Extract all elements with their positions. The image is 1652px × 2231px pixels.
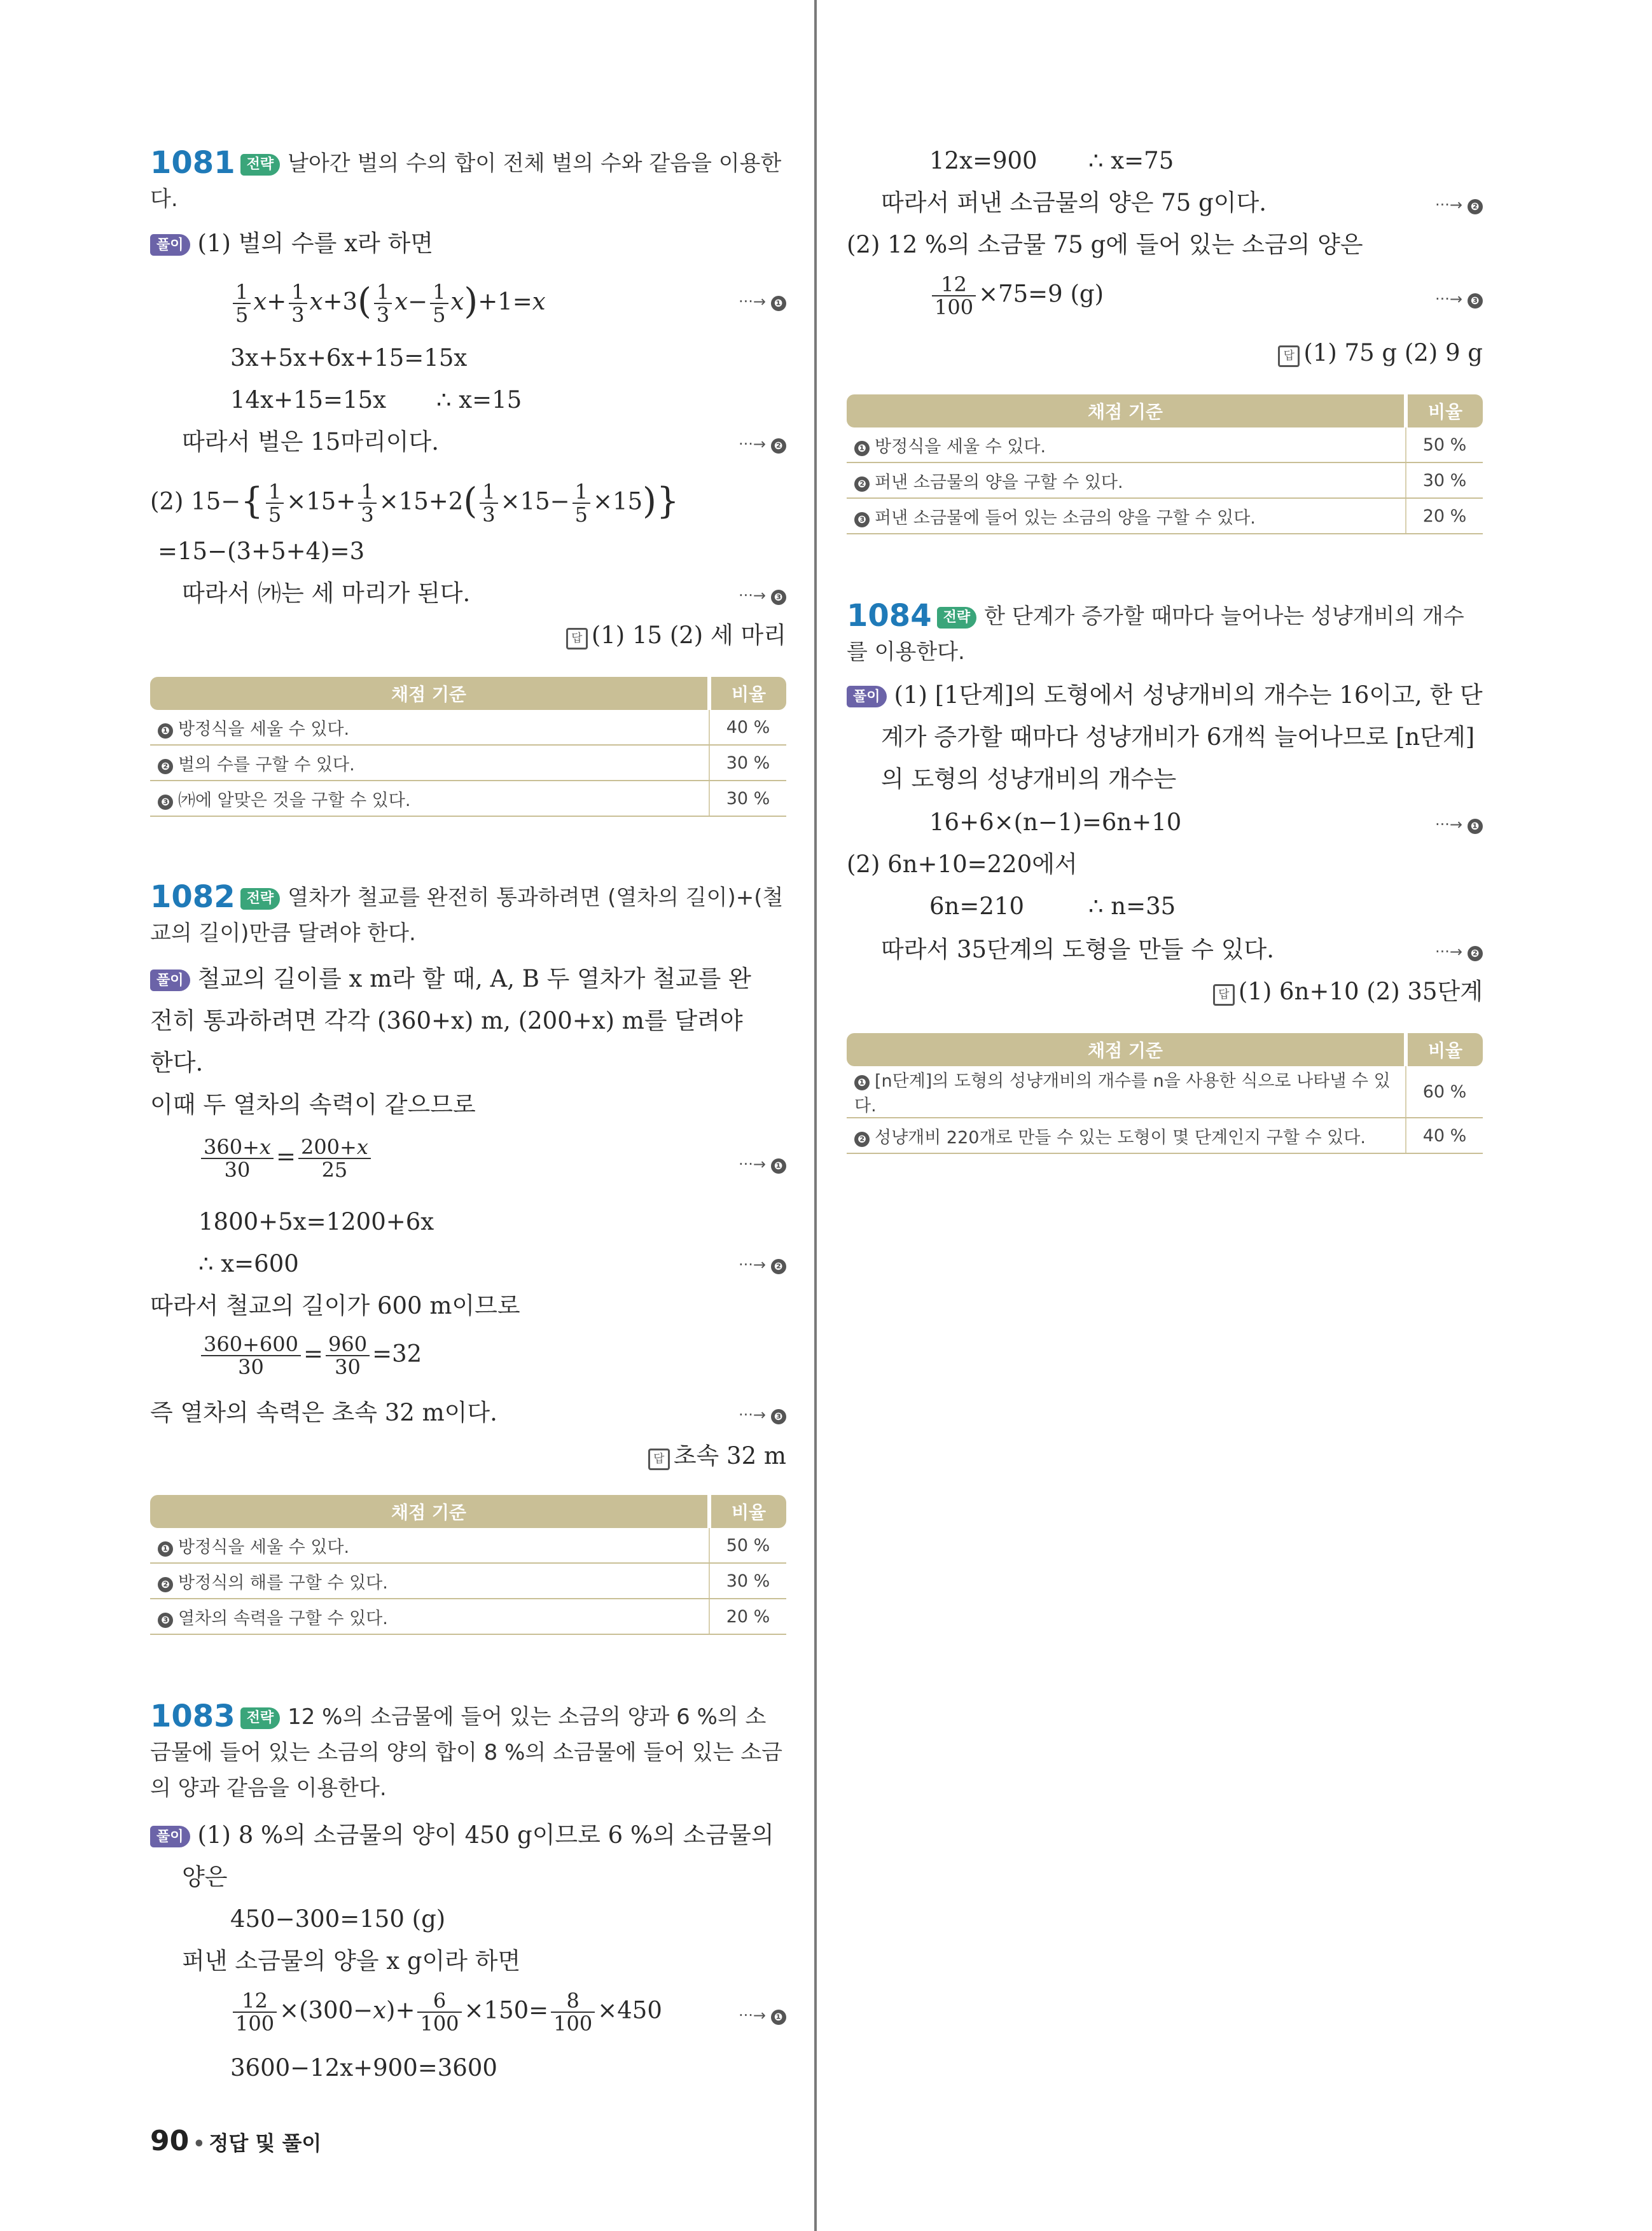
table-row: ❸ ㈎에 알맞은 것을 구할 수 있다. 30 %	[150, 781, 786, 816]
equation-line: 1800+5x=1200+6x	[198, 1208, 434, 1235]
marker-1: ···→ ❶	[739, 1155, 786, 1174]
table-row: ❶ [n단계]의 도형의 성냥개비의 개수를 n을 사용한 식으로 나타낼 수 있다. 60 %	[847, 1066, 1483, 1118]
equation-line: =15−(3+5+4)=3	[158, 538, 365, 565]
solution-tag: 풀이	[150, 970, 190, 991]
strategy-tag: 전략	[240, 1707, 281, 1729]
separator-dot: •	[193, 2133, 205, 2155]
answer-icon: 답	[566, 628, 588, 650]
text-line: 즉 열차의 속력은 초속 32 m이다.	[150, 1399, 497, 1426]
table-row: ❷ 벌의 수를 구할 수 있다. 30 %	[150, 745, 786, 781]
equation-line: 12x=900	[929, 147, 1038, 174]
page-number: 90	[150, 2125, 190, 2157]
marker-3: ···→ ❸	[739, 587, 786, 605]
solution-tag: 풀이	[847, 686, 887, 707]
strategy-tag: 전략	[240, 888, 281, 910]
table-row: ❶ 방정식을 세울 수 있다. 40 %	[150, 710, 786, 745]
equation-line: 450−300=150 (g)	[230, 1905, 446, 1933]
marker-1: ···→ ❶	[739, 2006, 786, 2025]
table-row: ❸ 열차의 속력을 구할 수 있다. 20 %	[150, 1599, 786, 1634]
equation-line: ∴ n=35	[1088, 893, 1176, 920]
table-row: ❸ 퍼낸 소금물에 들어 있는 소금의 양을 구할 수 있다. 20 %	[847, 498, 1483, 534]
problem-number: 1083	[150, 1699, 235, 1734]
problem-1082-header	[150, 879, 786, 951]
text-line: 양은	[182, 1863, 228, 1891]
text-line: 이때 두 열차의 속력이 같으므로	[150, 1091, 476, 1118]
equation-line: ∴ x=600	[198, 1250, 299, 1277]
text-line: 전히 통과하려면 각각 (360+x) m, (200+x) m를 달려야	[150, 1007, 743, 1034]
text-line: 따라서 벌은 15마리이다.	[182, 428, 440, 455]
equation-line: 3x+5x+6x+15=15x	[230, 344, 468, 372]
equation-1081-2: (2) 15−{ $\frac{1}{5}$ ×15+ $\frac{1}{3}$ ×15+2( $\frac{1}{3}$ ×15− $\frac{1}{5}$ ×15)}	[150, 480, 679, 527]
table-row: ❷ 퍼낸 소금물의 양을 구할 수 있다. 30 %	[847, 462, 1483, 498]
strategy-tag: 전략	[937, 607, 977, 629]
marker-2: ···→ ❷	[1435, 943, 1483, 961]
answer-icon: 답	[648, 1449, 670, 1470]
answer-icon: 답	[1278, 345, 1300, 367]
text-line: 따라서 철교의 길이가 600 m이므로	[150, 1292, 520, 1319]
text-line: 한다.	[150, 1049, 204, 1076]
answer-1082: 답 초속 32 m	[648, 1440, 786, 1472]
strategy-text: 12 %의 소금물에 들어 있는 소금의 양과 6 %의 소금물에 들어 있는 소금의 양의 합이 8 %의 소금물에 들어 있는 소금의 양과 같음을 이용한다.	[150, 1704, 782, 1801]
equation-1083-1: $\frac{12}{100}$ ×(300−x)+ $\frac{6}{100}$ ×150= $\frac{8}{100}$ ×450	[230, 1990, 662, 2034]
solution-line: 풀이 (1) 8 %의 소금물의 양이 450 g이므로 6 %의 소금물의	[150, 1819, 774, 1851]
equation-1082-1: $\frac{360+x}{30}$ = $\frac{200+x}{25}$	[198, 1136, 373, 1181]
answer-1084: 답 (1) 6n+10 (2) 35단계	[1213, 976, 1483, 1008]
footer-label: 정답 및 풀이	[209, 2131, 322, 2155]
equation-1083-2: $\frac{12}{100}$ ×75=9 (g)	[929, 274, 1104, 318]
text-line: (2) 12 %의 소금물 75 g에 들어 있는 소금의 양은	[847, 231, 1363, 258]
equation-line: 3600−12x+900=3600	[230, 2054, 497, 2082]
column-divider	[814, 0, 817, 2231]
problem-number: 1081	[150, 145, 235, 181]
strategy-tag: 전략	[240, 154, 281, 176]
criteria-table-1082: 채점 기준 비율 ❶ 방정식을 세울 수 있다. 50 % ❷ 방정식의 해를 구할 수 있다. 30 % ❸ 열차의 속력을 구할 수 있다. 20 %	[150, 1495, 786, 1635]
answer-icon: 답	[1213, 984, 1235, 1006]
equation-line: ∴ x=15	[436, 386, 522, 414]
problem-number: 1082	[150, 879, 235, 915]
answer-1081: 답 (1) 15 (2) 세 마리	[566, 620, 786, 651]
text-line: 따라서 35단계의 도형을 만들 수 있다.	[881, 936, 1275, 963]
marker-2: ···→ ❷	[1435, 196, 1483, 214]
solution-line: 풀이 철교의 길이를 x m라 할 때, A, B 두 열차가 철교를 완	[150, 963, 751, 995]
marker-2: ···→ ❷	[739, 1256, 786, 1274]
marker-1: ···→ ❶	[739, 293, 786, 311]
solution-tag: 풀이	[150, 234, 190, 256]
marker-3: ···→ ❸	[739, 1406, 786, 1424]
equation-line: 6n=210	[929, 893, 1024, 920]
problem-1081-header	[150, 145, 786, 217]
solution-tag: 풀이	[150, 1826, 190, 1847]
text: (1) 벌의 수를 x라 하면	[197, 230, 434, 257]
page-footer	[150, 2125, 321, 2157]
marker-2: ···→ ❷	[739, 435, 786, 454]
marker-3: ···→ ❸	[1435, 290, 1483, 309]
table-row: ❶ 방정식을 세울 수 있다. 50 %	[150, 1528, 786, 1563]
problem-number: 1084	[847, 598, 932, 634]
text-line: 의 도형의 성냥개비의 개수는	[881, 765, 1177, 793]
criteria-table-1084: 채점 기준 비율 ❶ [n단계]의 도형의 성냥개비의 개수를 n을 사용한 식으로 나타낼 수 있다. 60 % ❷ 성냥개비 220개로 만들 수 있는 도형이 몇 단계인지 구할 수 있다. 40 %	[847, 1033, 1483, 1154]
strategy-text: 열차가 철교를 완전히 통과하려면 (열차의 길이)+(철교의 길이)만큼 달려야 한다.	[150, 885, 784, 946]
marker-1: ···→ ❶	[1435, 816, 1483, 834]
problem-1083-header	[150, 1699, 786, 1806]
answer-1083: 답 (1) 75 g (2) 9 g	[1278, 337, 1483, 369]
strategy-text: 날아간 벌의 수의 합이 전체 벌의 수와 같음을 이용한다.	[150, 151, 782, 212]
criteria-table-1081: 채점 기준 비율 ❶ 방정식을 세울 수 있다. 40 % ❷ 벌의 수를 구할 수 있다. 30 % ❸ ㈎에 알맞은 것을 구할 수 있다. 30 %	[150, 677, 786, 817]
strategy-text: 한 단계가 증가할 때마다 늘어나는 성냥개비의 개수를 이용한다.	[847, 604, 1464, 665]
table-row: ❷ 성냥개비 220개로 만들 수 있는 도형이 몇 단계인지 구할 수 있다. 40 %	[847, 1118, 1483, 1153]
equation-1081-1: $\frac{1}{5}$ x+ $\frac{1}{3}$ x+3( $\frac{1}{3}$ x− $\frac{1}{5}$ x)+1=x	[230, 281, 546, 326]
solution-line	[150, 228, 433, 260]
equation-line: 16+6×(n−1)=6n+10	[929, 809, 1182, 836]
solution-line: 풀이 (1) [1단계]의 도형에서 성냥개비의 개수는 16이고, 한 단	[847, 679, 1483, 711]
text-line: (2) 6n+10=220에서	[847, 851, 1078, 878]
text-line: 계가 증가할 때마다 성냥개비가 6개씩 늘어나므로 [n단계]	[881, 723, 1475, 751]
equation-1082-2: $\frac{360+600}{30}$ = $\frac{960}{30}$ =32	[198, 1333, 422, 1378]
text-line: 퍼낸 소금물의 양을 x g이라 하면	[182, 1947, 521, 1975]
text-line: 따라서 ㈎는 세 마리가 된다.	[182, 580, 471, 607]
problem-1084-header	[847, 598, 1483, 670]
equation-line: 14x+15=15x	[230, 386, 386, 414]
table-row: ❶ 방정식을 세울 수 있다. 50 %	[847, 427, 1483, 462]
text-line: 따라서 퍼낸 소금물의 양은 75 g이다.	[881, 189, 1267, 216]
equation-line: ∴ x=75	[1088, 147, 1174, 174]
criteria-table-1083: 채점 기준 비율 ❶ 방정식을 세울 수 있다. 50 % ❷ 퍼낸 소금물의 양을 구할 수 있다. 30 % ❸ 퍼낸 소금물에 들어 있는 소금의 양을 구할 수 있다. 20 %	[847, 394, 1483, 534]
table-row: ❷ 방정식의 해를 구할 수 있다. 30 %	[150, 1563, 786, 1599]
